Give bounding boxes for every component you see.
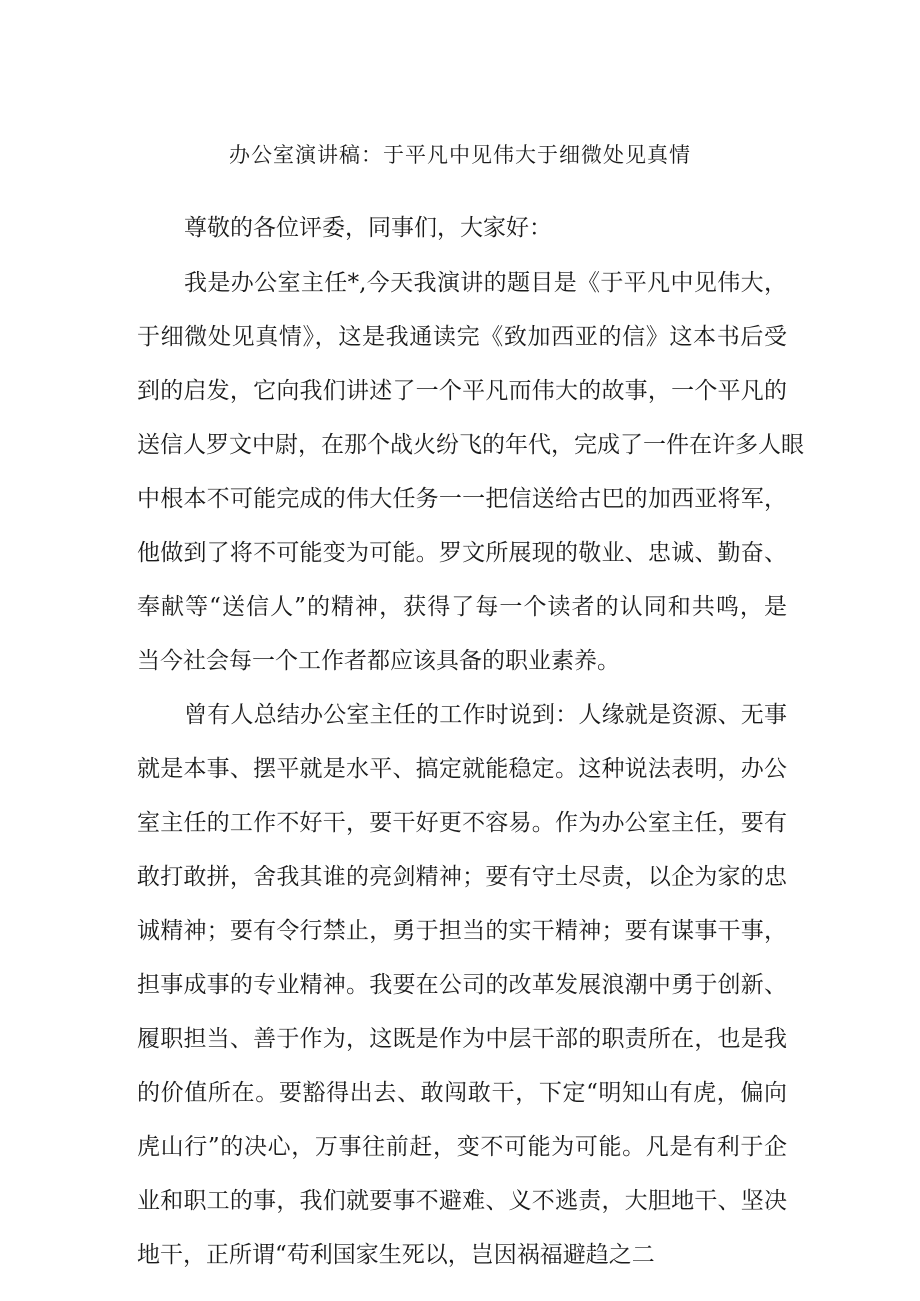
paragraph-line: 虎山行”的决心，万事往前赶，变不可能为可能。凡是有利于企	[137, 1134, 787, 1160]
paragraph-line: 奉献等“送信人”的精神，获得了每一个读者的认同和共鸣，是	[137, 594, 787, 620]
paragraph-line: 室主任的工作不好干，要干好更不容易。作为办公室主任，要有	[137, 810, 787, 836]
paragraph-line: 他做到了将不可能变为可能。罗文所展现的敬业、忠诚、勤奋、	[137, 540, 787, 566]
document-title: 办公室演讲稿：于平凡中见伟大于细微处见真情	[229, 143, 691, 167]
paragraph-line: 诚精神；要有令行禁止，勇于担当的实干精神；要有谋事干事，	[137, 918, 787, 944]
paragraph-line: 中根本不可能完成的伟大任务一一把信送给古巴的加西亚将军，	[137, 486, 787, 512]
greeting: 尊敬的各位评委，同事们，大家好：	[184, 215, 552, 241]
paragraph-line: 到的启发，它向我们讲述了一个平凡而伟大的故事，一个平凡的	[137, 378, 787, 404]
paragraph-line: 业和职工的事，我们就要事不避难、义不逃责，大胆地干、坚决	[137, 1188, 787, 1214]
paragraph-line: 于细微处见真情》，这是我通读完《致加西亚的信》这本书后受	[137, 324, 787, 350]
paragraph-line: 送信人罗文中尉，在那个战火纷飞的年代，完成了一件在许多人眼	[137, 432, 804, 458]
paragraph-line: 曾有人总结办公室主任的工作时说到：人缘就是资源、无事	[184, 702, 787, 728]
paragraph-line: 地干，正所谓“苟利国家生死以，岂因祸福避趋之二	[137, 1242, 655, 1268]
paragraph-line: 敢打敢拼，舍我其谁的亮剑精神；要有守土尽责，以企为家的忠	[137, 864, 787, 890]
paragraph-line: 的价值所在。要豁得出去、敢闯敢干，下定“明知山有虎，偏向	[137, 1080, 787, 1106]
paragraph-line: 我是办公室主任*,今天我演讲的题目是《于平凡中见伟大，	[184, 270, 787, 296]
paragraph-line: 就是本事、摆平就是水平、搞定就能稳定。这种说法表明，办公	[137, 756, 787, 782]
paragraph-line: 当今社会每一个工作者都应该具备的职业素养。	[137, 648, 620, 674]
paragraph-line: 履职担当、善于作为，这既是作为中层干部的职责所在，也是我	[137, 1026, 787, 1052]
paragraph-line: 担事成事的专业精神。我要在公司的改革发展浪潮中勇于创新、	[137, 972, 787, 998]
